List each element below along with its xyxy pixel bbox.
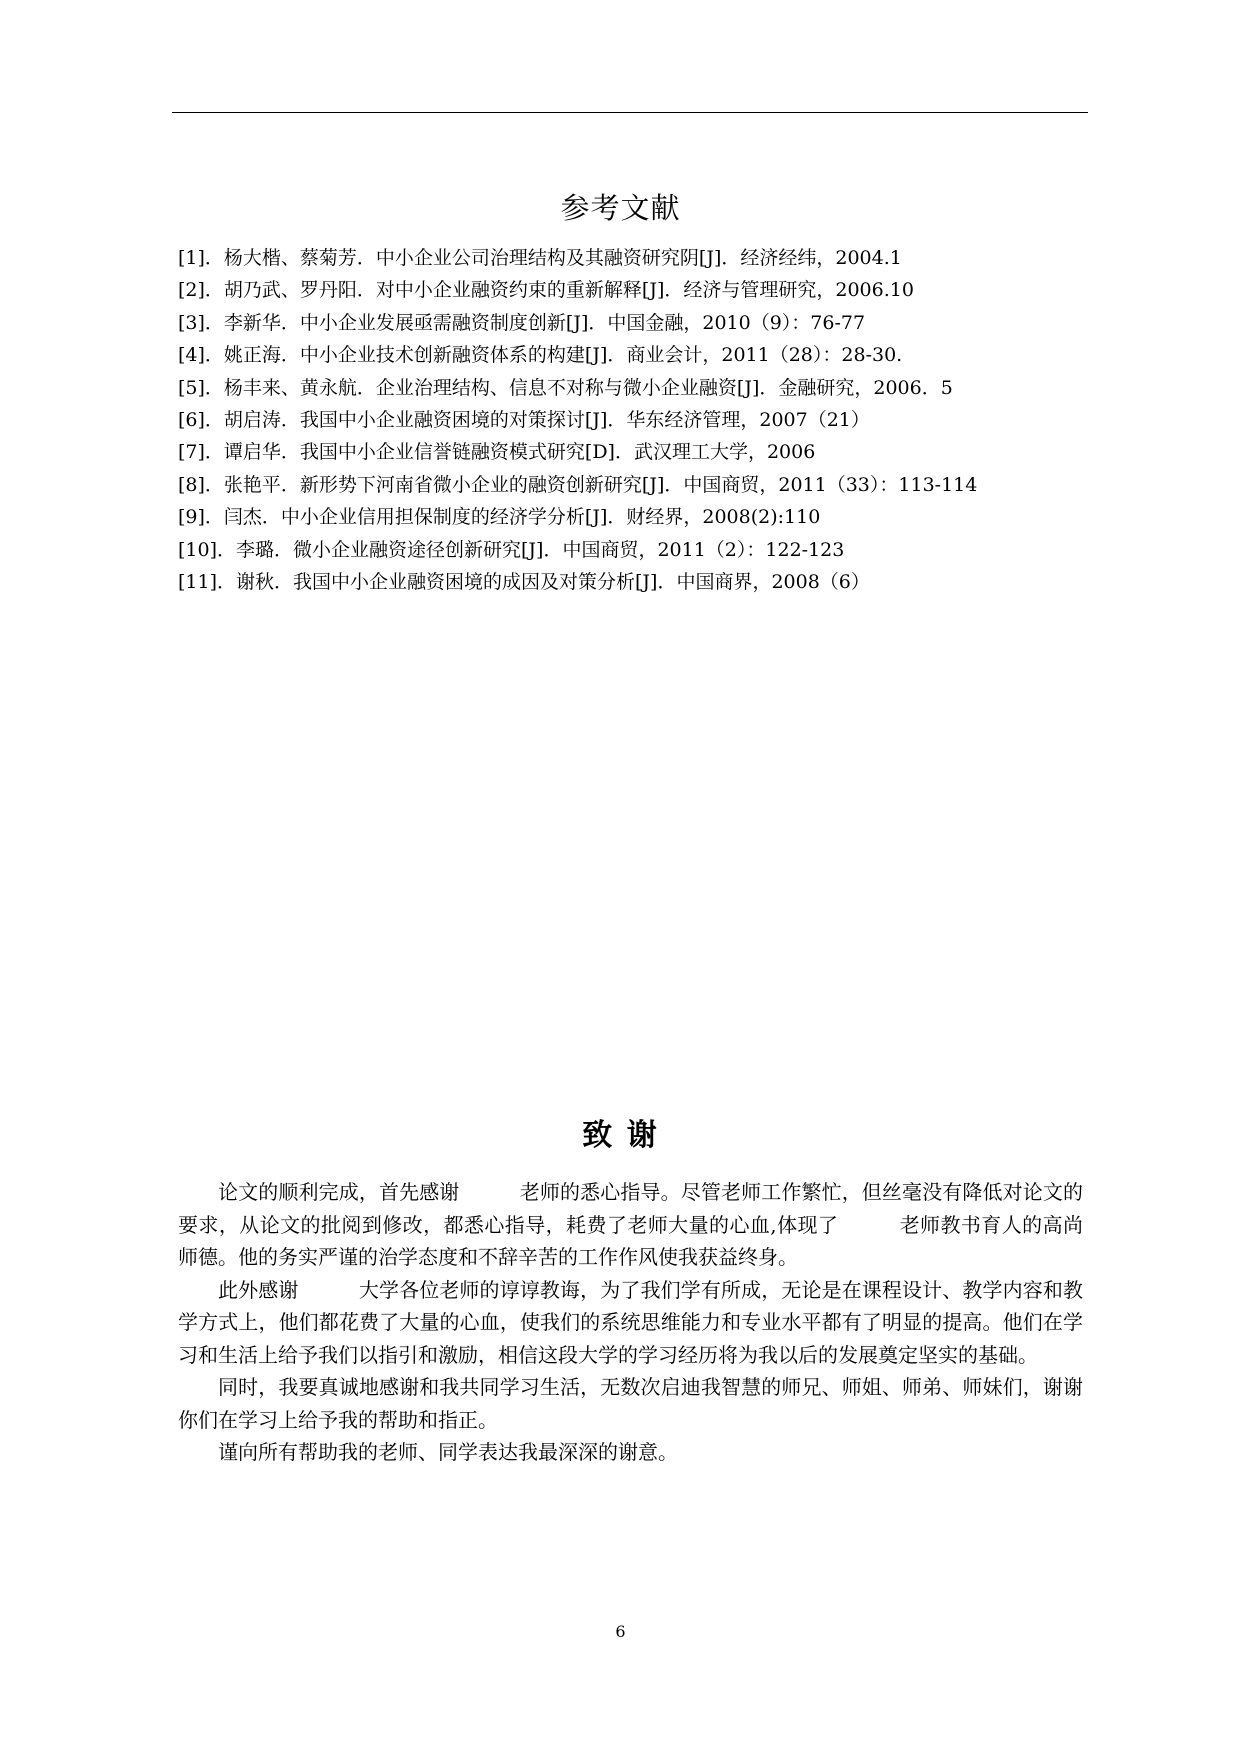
acknowledgements-paragraph: 此外感谢 大学各位老师的谆谆教诲，为了我们学有所成，无论是在课程设计、教学内容和教学方式上，他们都花费了大量的心血，使我们的系统思维能力和专业水平都有了明显的提高。他们在学习和生活上给予我们以指引和激励，相信这段大学的学习经历将为我以后的发展奠定坚实的基础。 bbox=[178, 1277, 1083, 1367]
reference-item: [10]．李璐．微小企业融资途径创新研究[J]．中国商贸，2011（2）：122-123 bbox=[178, 538, 845, 561]
reference-item: [9]．闫杰．中小企业信用担保制度的经济学分析[J]．财经界，2008(2):110 bbox=[178, 506, 821, 529]
references-list bbox=[178, 242, 1098, 598]
acknowledgements-body bbox=[178, 1176, 1083, 1469]
references-title: 参考文献 bbox=[560, 191, 681, 225]
reference-item: [1]．杨大楷、蔡菊芳．中小企业公司治理结构及其融资研究阴[J]．经济经纬，2004.1 bbox=[178, 247, 902, 269]
reference-item: [11]．谢秋．我国中小企业融资困境的成因及对策分析[J]．中国商界，2008（6） bbox=[178, 570, 870, 593]
page-number: 6 bbox=[615, 1622, 626, 1641]
reference-item: [5]．杨丰来、黄永航．企业治理结构、信息不对称与微小企业融资[J]．金融研究，2006．5 bbox=[178, 376, 953, 399]
reference-item: [4]．姚正海．中小企业技术创新融资体系的构建[J]．商业会计，2011（28）：28-30. bbox=[178, 344, 903, 367]
reference-item: [2]．胡乃武、罗丹阳．对中小企业融资约束的重新解释[J]．经济与管理研究，2006.10 bbox=[178, 279, 914, 302]
acknowledgements-paragraph: 谨向所有帮助我的老师、同学表达我最深深的谢意。 bbox=[218, 1440, 678, 1464]
reference-item: [3]．李新华．中小企业发展亟需融资制度创新[J]．中国金融，2010（9）：76-77 bbox=[178, 311, 866, 334]
reference-item: [8]．张艳平．新形势下河南省微小企业的融资创新研究[J]．中国商贸，2011（33）：113-114 bbox=[178, 473, 978, 496]
acknowledgements-title: 致 谢 bbox=[582, 1118, 659, 1153]
reference-item: [7]．谭启华．我国中小企业信誉链融资模式研究[D]．武汉理工大学，2006 bbox=[178, 441, 816, 464]
reference-item: [6]．胡启涛．我国中小企业融资困境的对策探讨[J]．华东经济管理，2007（21） bbox=[178, 408, 870, 431]
acknowledgements-paragraph: 同时，我要真诚地感谢和我共同学习生活，无数次启迪我智慧的师兄、师姐、师弟、师妹们，谢谢你们在学习上给予我的帮助和指正。 bbox=[178, 1375, 1083, 1432]
acknowledgements-paragraph: 论文的顺利完成，首先感谢 老师的悉心指导。尽管老师工作繁忙，但丝毫没有降低对论文的要求，从论文的批阅到修改，都悉心指导，耗费了老师大量的心血,体现了 老师教书育人的高尚师德。他的务实严谨的治学态度和不辞辛苦的工作作风使我获益终身。 bbox=[178, 1180, 1083, 1269]
header-rule bbox=[172, 112, 1088, 113]
